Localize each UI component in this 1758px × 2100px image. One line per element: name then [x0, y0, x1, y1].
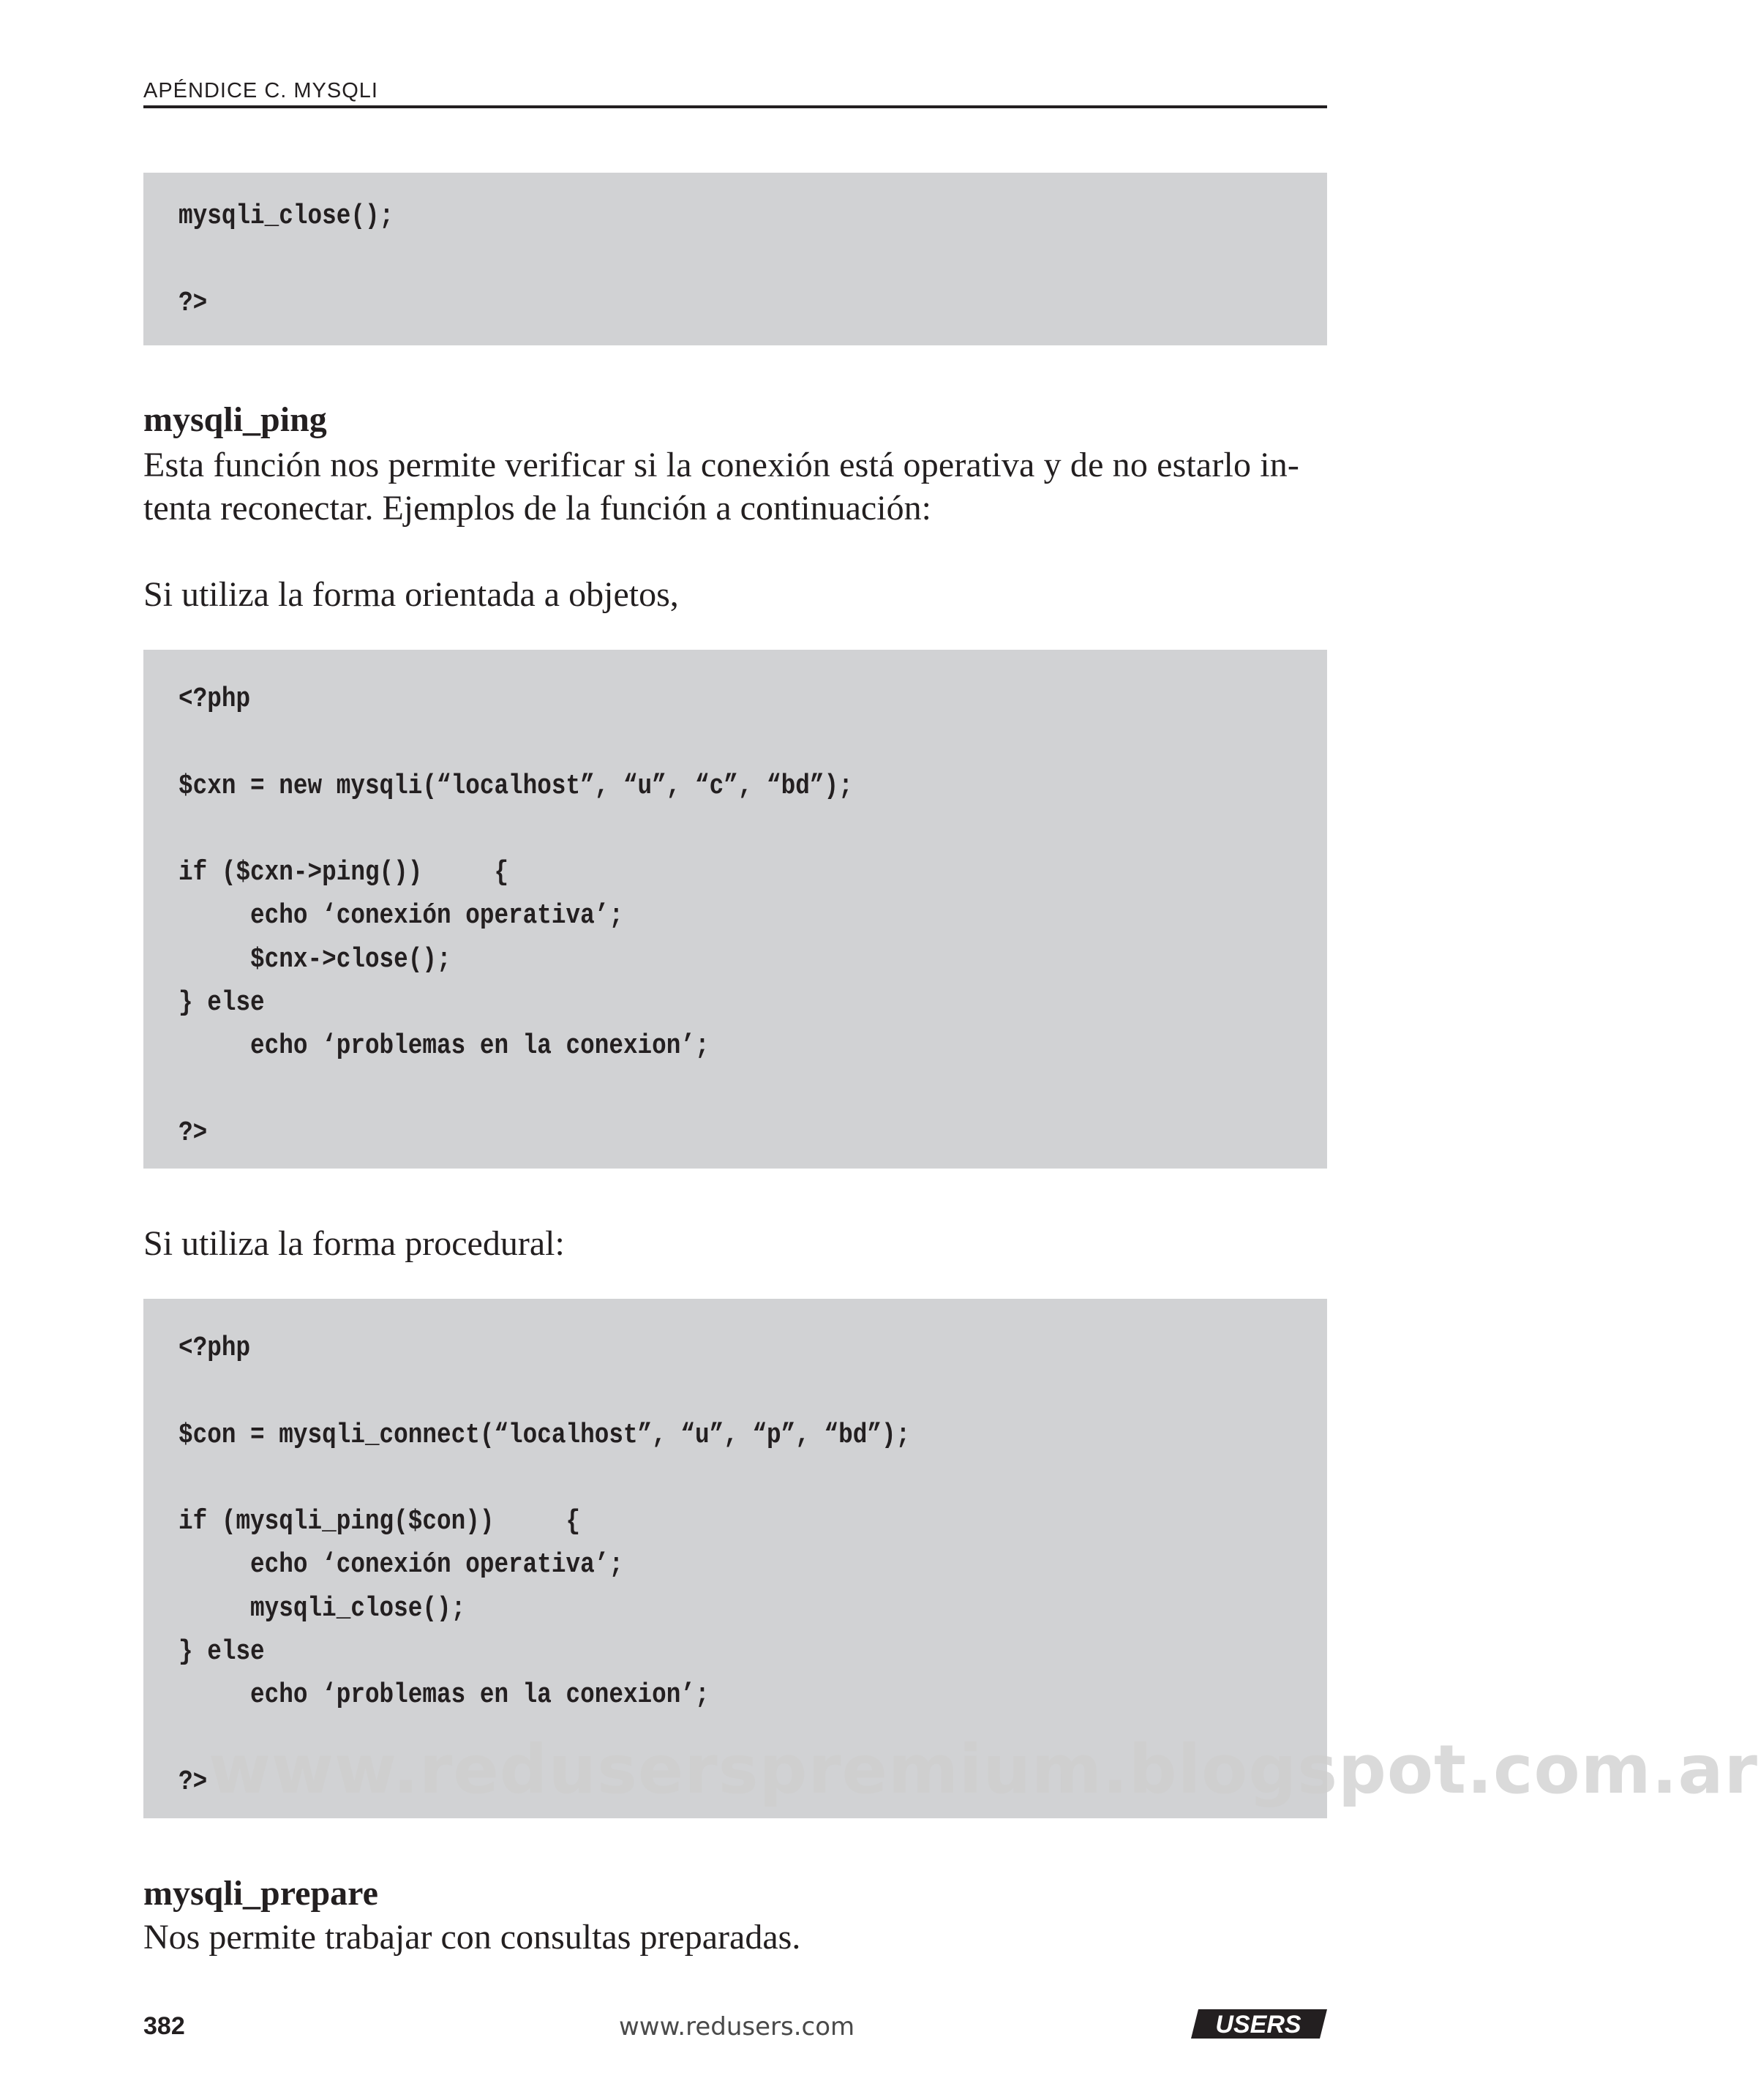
code-line: <?php: [179, 683, 251, 715]
running-header: APÉNDICE C. MYSQLI: [143, 79, 378, 102]
watermark: www.reduserspremium.blogspot.com.ar: [209, 1730, 1758, 1809]
intro-objects: Si utiliza la forma orientada a objetos,: [143, 575, 679, 614]
code-line: $cnx->close();: [179, 943, 451, 975]
code-line: mysqli_close();: [179, 200, 394, 232]
prepare-description: Nos permite trabajar con consultas preparadas.: [143, 1918, 801, 1957]
ping-description: [143, 443, 1327, 530]
code-line: ?>: [179, 287, 208, 319]
code-line: [179, 1370, 1136, 1413]
page-number: 382: [143, 2012, 185, 2040]
code-line: [179, 808, 1136, 851]
intro-procedural: Si utiliza la forma procedural:: [143, 1224, 565, 1263]
ping-description-line: tenta reconectar. Ejemplos de la función a continuación:: [143, 489, 931, 528]
code-line: [179, 721, 1136, 764]
code-line: } else: [179, 987, 265, 1019]
users-logo-text: USERS: [1215, 2011, 1301, 2039]
code-line: if (mysqli_ping($con)) {: [179, 1506, 581, 1538]
code-line: ?>: [179, 1766, 208, 1798]
footer-url: www.redusers.com: [619, 2012, 855, 2041]
header-rule: [143, 105, 1327, 108]
code-block-close: [143, 173, 1327, 345]
code-line: ?>: [179, 1117, 208, 1149]
code-block-object-oriented: [143, 650, 1327, 1169]
code-line: [179, 1068, 1136, 1111]
section-heading-ping: mysqli_ping: [143, 400, 327, 439]
section-heading-prepare: mysqli_prepare: [143, 1874, 378, 1913]
code-line: if ($cxn->ping()) {: [179, 857, 509, 889]
code-line: [179, 238, 1136, 281]
code-line: } else: [179, 1636, 265, 1668]
ping-description-line: Esta función nos permite verificar si la conexión está operativa y de no estarlo in-: [143, 446, 1300, 484]
code-line: [179, 1457, 1136, 1500]
code-line: <?php: [179, 1332, 251, 1364]
code-line: $cxn = new mysqli(“localhost”, “u”, “c”, “bd”);: [179, 770, 853, 802]
code-line: echo ‘conexión operativa’;: [179, 1549, 623, 1581]
code-line: echo ‘problemas en la conexion’;: [179, 1030, 710, 1062]
code-line: mysqli_close();: [179, 1592, 466, 1624]
code-line: echo ‘conexión operativa’;: [179, 900, 623, 932]
code-line: $con = mysqli_connect(“localhost”, “u”, “p”, “bd”);: [179, 1419, 911, 1451]
code-line: echo ‘problemas en la conexion’;: [179, 1679, 710, 1711]
users-logo: [1191, 2009, 1327, 2039]
